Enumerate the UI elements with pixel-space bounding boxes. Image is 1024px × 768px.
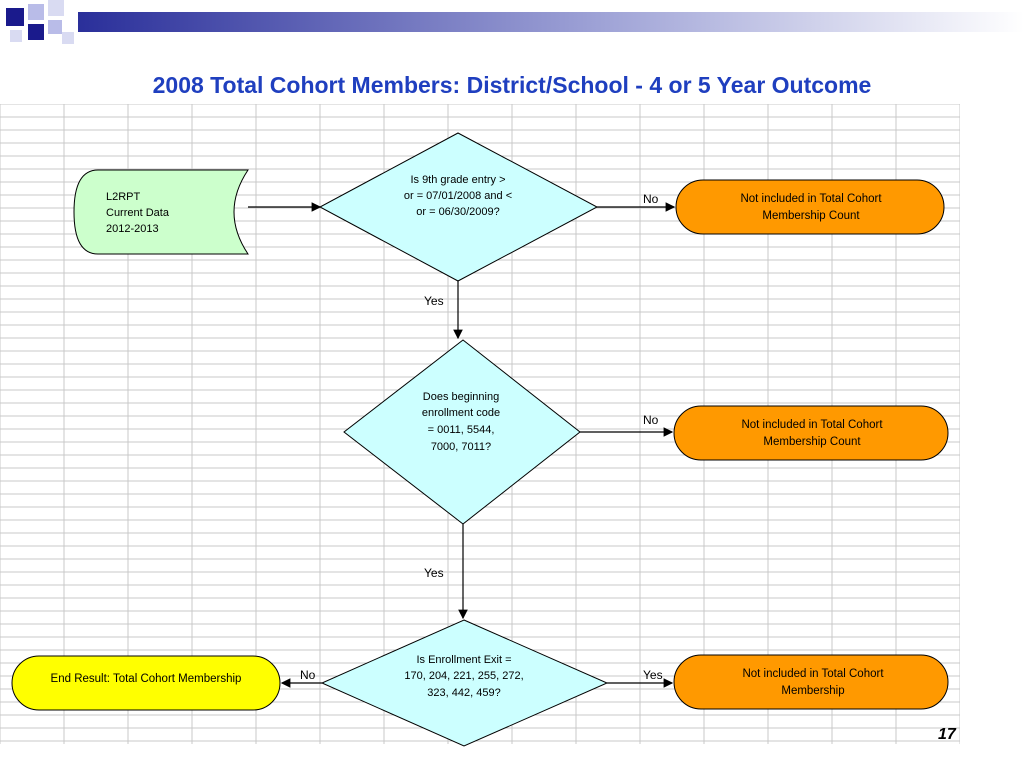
- outcome1-node: [676, 180, 944, 234]
- decision1-node: [320, 133, 597, 281]
- edge-label-d3-yes: Yes: [643, 668, 663, 682]
- outcome3-line-1: Not included in Total Cohort: [742, 668, 884, 680]
- edge-label-d1-yes: Yes: [424, 294, 444, 308]
- decision1-line-2: or = 07/01/2008 and <: [403, 190, 513, 202]
- decision3-node: [322, 620, 607, 746]
- source-node: [74, 170, 248, 254]
- end-result-line-1: End Result: Total Cohort Membership: [50, 673, 242, 685]
- decision2-line-4: 7000, 7011?: [430, 441, 492, 453]
- outcome1-line-1: Not included in Total Cohort: [740, 193, 882, 205]
- end-result-node: [12, 656, 280, 710]
- decision2-line-3: = 0011, 5544,: [427, 424, 495, 436]
- outcome3-node: [674, 655, 948, 709]
- decision1-line-1: Is 9th grade entry >: [410, 174, 506, 186]
- edge-label-d2-yes: Yes: [424, 566, 444, 580]
- outcome1-line-2: Membership Count: [762, 210, 860, 222]
- source-line-3: 2012-2013: [106, 223, 159, 235]
- decision3-line-1: Is Enrollment Exit =: [416, 654, 512, 666]
- decision2-line-2: enrollment code: [421, 407, 501, 419]
- decision3-line-2: 170, 204, 221, 255, 272,: [404, 670, 524, 682]
- page-title: 2008 Total Cohort Members: District/School - 4 or 5 Year Outcome: [152, 72, 872, 98]
- decision3-line-3: 323, 442, 459?: [427, 687, 501, 699]
- outcome3-line-2: Membership: [781, 685, 845, 697]
- decision2-line-1: Does beginning: [422, 391, 500, 403]
- outcome2-node: [674, 406, 948, 460]
- outcome2-line-2: Membership Count: [763, 436, 861, 448]
- outcome2-line-1: Not included in Total Cohort: [741, 419, 883, 431]
- edge-label-d1-no: No: [643, 192, 659, 206]
- source-line-1: L2RPT: [106, 191, 141, 203]
- edge-label-d2-no: No: [643, 413, 659, 427]
- page-number: 17: [938, 726, 956, 743]
- source-line-2: Current Data: [106, 207, 169, 219]
- decision1-line-3: or = 06/30/2009?: [416, 206, 500, 218]
- decision2-node: [344, 340, 580, 524]
- edge-label-d3-no: No: [300, 668, 316, 682]
